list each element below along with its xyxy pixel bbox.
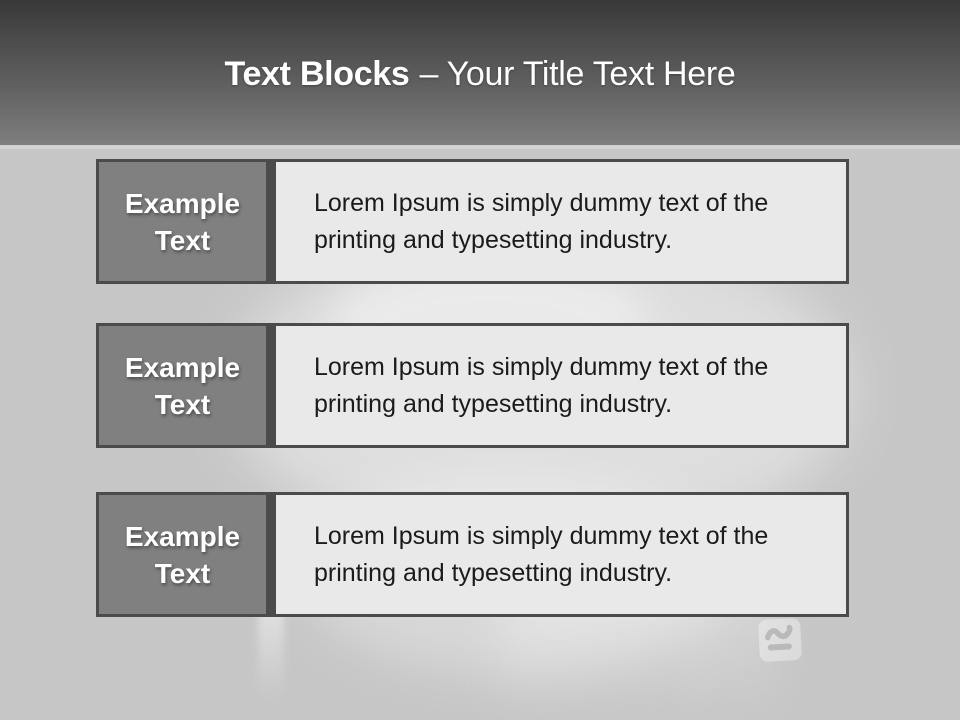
- slide-header: [0, 0, 960, 145]
- block-label[interactable]: [96, 159, 271, 284]
- block-label-line: Text: [154, 224, 211, 256]
- block-label[interactable]: [96, 323, 271, 448]
- block-body[interactable]: [271, 323, 849, 448]
- title-subtitle: – Your Title Text Here: [419, 55, 736, 93]
- block-label-line: Example: [124, 351, 241, 383]
- block-body-line: Lorem Ipsum is simply dummy text of the: [314, 188, 769, 217]
- text-block[interactable]: [96, 159, 849, 284]
- block-label-line: Example: [124, 520, 241, 552]
- text-block[interactable]: [96, 492, 849, 617]
- block-label-line: Text: [154, 388, 211, 420]
- title-highlight: Text Blocks: [224, 55, 410, 93]
- block-label-line: Example: [124, 187, 241, 219]
- block-label-line: Text: [154, 557, 211, 589]
- text-block[interactable]: [96, 323, 849, 448]
- block-body-line: Lorem Ipsum is simply dummy text of the: [314, 352, 769, 381]
- block-body[interactable]: [271, 159, 849, 284]
- block-body-line: printing and typesetting industry.: [314, 558, 673, 587]
- block-body[interactable]: [271, 492, 849, 617]
- block-label[interactable]: [96, 492, 271, 617]
- block-body-line: printing and typesetting industry.: [314, 389, 673, 418]
- slide-title: [225, 51, 736, 94]
- block-body-line: Lorem Ipsum is simply dummy text of the: [314, 521, 769, 550]
- header-divider: [0, 145, 960, 149]
- block-body-line: printing and typesetting industry.: [314, 225, 673, 254]
- slidemodel-logo-icon: [757, 617, 803, 663]
